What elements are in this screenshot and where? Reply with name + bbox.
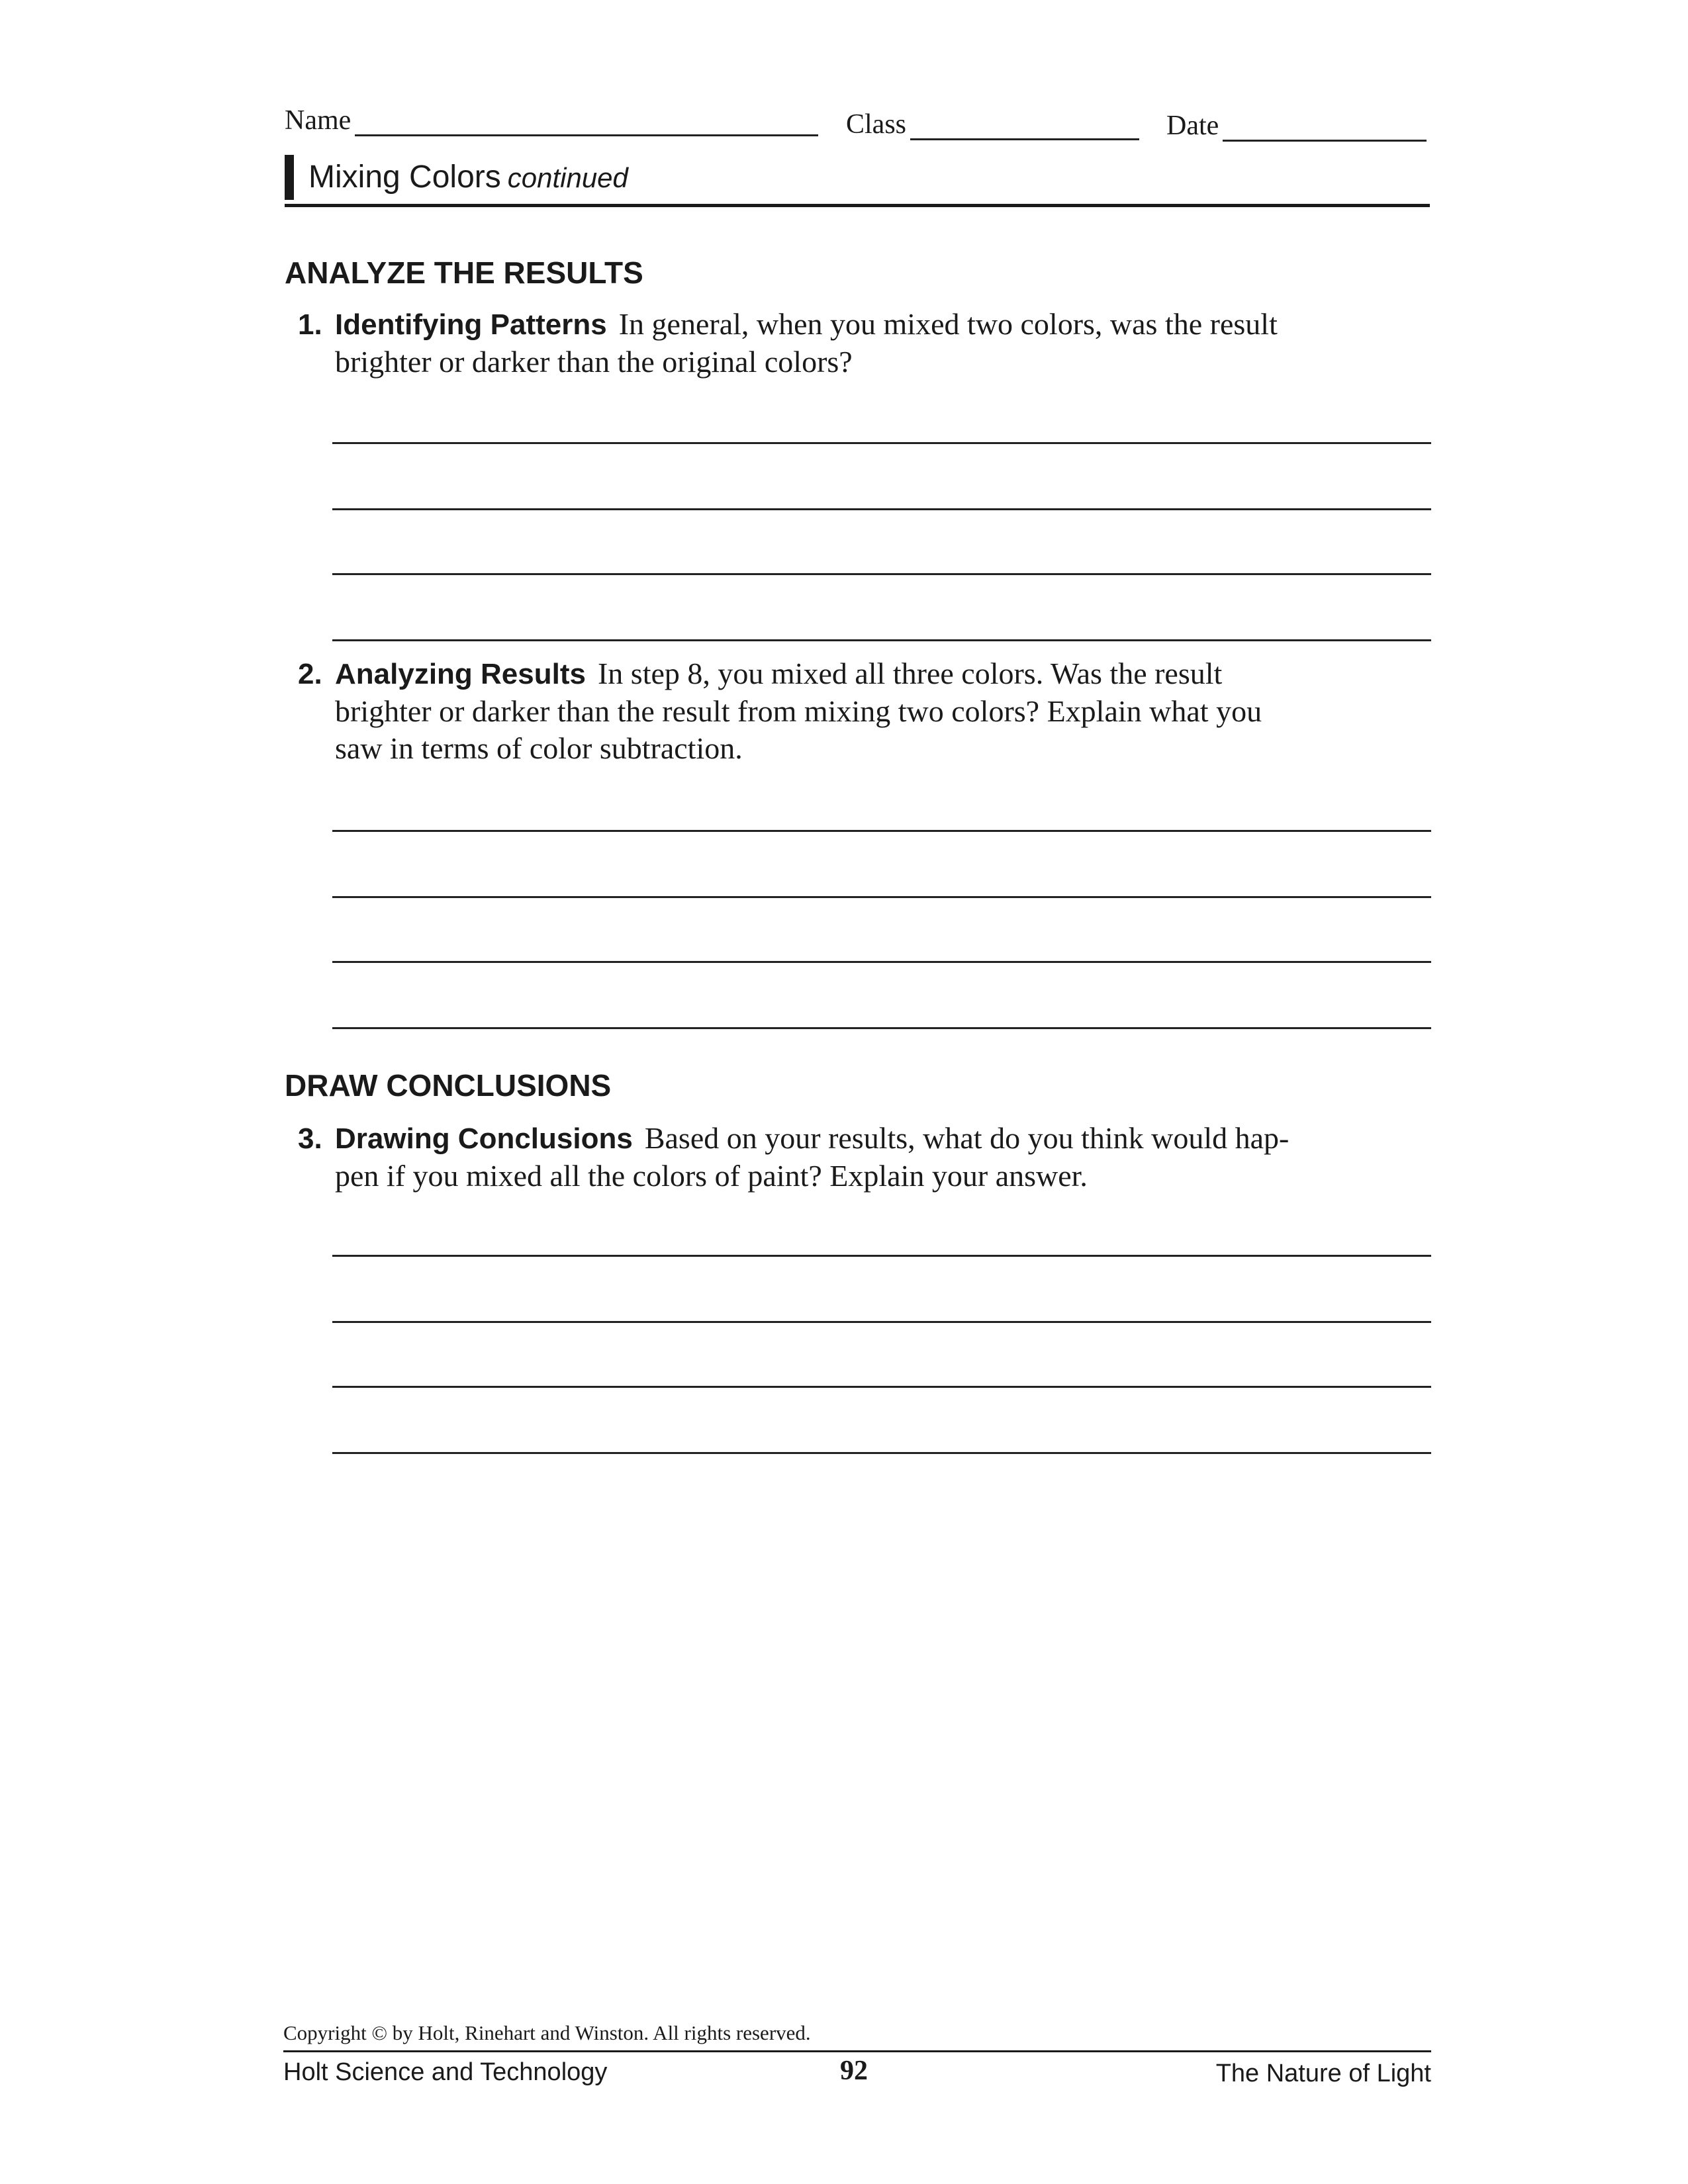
class-label: Class [846,109,907,140]
date-field[interactable] [1166,110,1427,142]
section-heading-draw: DRAW CONCLUSIONS [285,1068,612,1103]
question-2-text-line1: In step 8, you mixed all three colors. Was the result [597,657,1223,690]
page-title [308,158,628,198]
answer-line[interactable] [332,961,1431,963]
date-blank[interactable] [1223,114,1427,142]
publisher-name: Holt Science and Technology [283,2058,608,2086]
question-1-number: 1. [298,308,322,341]
title-main: Mixing Colors [308,159,501,195]
answer-line[interactable] [332,508,1431,510]
answer-line[interactable] [332,830,1431,832]
name-label: Name [285,105,352,136]
question-2-heading: Analyzing Results [335,658,586,690]
title-suffix: continued [507,162,628,193]
answer-line[interactable] [332,1321,1431,1323]
question-1 [291,306,1417,381]
answer-line[interactable] [332,1255,1431,1257]
name-blank[interactable] [355,109,818,136]
title-bar [285,154,1430,207]
question-3-heading: Drawing Conclusions [335,1122,633,1155]
question-1-first-line [291,306,1417,343]
question-1-text-line1: In general, when you mixed two colors, was the result [618,307,1278,341]
class-blank[interactable] [910,113,1139,140]
section-heading-analyze: ANALYZE THE RESULTS [285,255,643,290]
class-field[interactable] [846,109,1139,140]
question-3 [291,1120,1417,1195]
question-2-text-line3: saw in terms of color subtraction. [335,731,743,765]
title-marker [285,155,294,200]
question-2-first-line [291,655,1417,693]
question-1-heading: Identifying Patterns [335,308,607,341]
question-3-text-line2: pen if you mixed all the colors of paint? Explain your answer. [335,1159,1088,1193]
answer-line[interactable] [332,442,1431,444]
date-label: Date [1166,111,1219,141]
answer-line[interactable] [332,639,1431,641]
answer-line[interactable] [332,896,1431,898]
copyright-notice: Copyright © by Holt, Rinehart and Winston. All rights reserved. [283,2021,811,2044]
question-1-text-line2: brighter or darker than the original colors? [335,345,853,379]
page-number: 92 [840,2056,868,2086]
question-3-number: 3. [298,1122,322,1155]
question-2 [291,655,1417,767]
question-2-number: 2. [298,658,322,690]
name-field[interactable] [285,105,818,136]
chapter-title: The Nature of Light [1215,2060,1431,2087]
answer-line[interactable] [332,1386,1431,1388]
answer-line[interactable] [332,1027,1431,1029]
question-3-text-line1: Based on your results, what do you think would hap- [644,1121,1289,1155]
footer-divider [283,2050,1431,2052]
question-3-first-line [291,1120,1417,1158]
question-2-text-line2: brighter or darker than the result from mixing two colors? Explain what you [335,694,1262,728]
answer-line[interactable] [332,1452,1431,1454]
answer-line[interactable] [332,573,1431,575]
